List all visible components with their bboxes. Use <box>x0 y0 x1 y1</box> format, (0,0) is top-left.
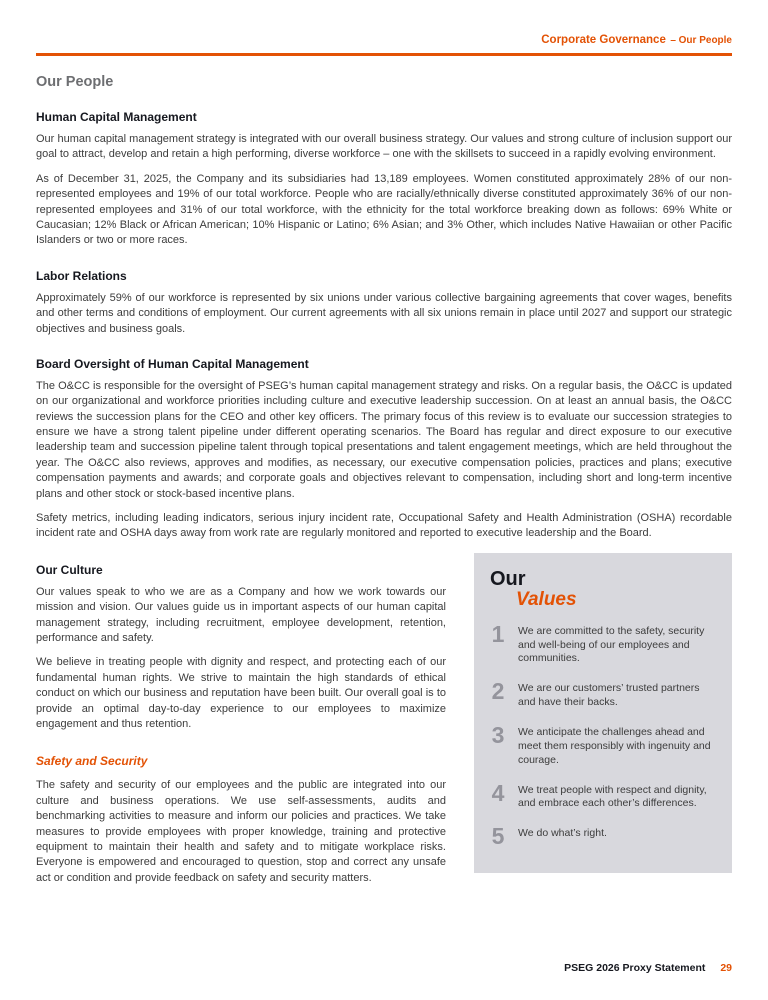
value-number: 5 <box>491 823 505 850</box>
value-number: 3 <box>491 722 505 749</box>
page-title: Our People <box>36 74 114 90</box>
our-values-box <box>474 553 732 873</box>
paragraph-board-1: The O&CC is responsible for the oversight of PSEG’s human capital management strategy and risks. On a regular basis, the O&CC is updated on our organizational and workforce priorities including culture and executive leadership succession. On at least an annual basis, the O&CC reviews the succession plans for the CEO and other key officers. The primary focus of this review is to evaluate our succession strategies to ensure we have a strong talent pipeline under different operating scenarios. The Board has regular and direct exposure to our executive leadership team and succession pipeline talent through topical presentations and talent engagement meetings, which are held throughout the year. The O&CC also reviews, approves and modifies, as necessary, our executive compensation policies, practices and plans; executive compensation payments and awards; and corporate goals and objectives relevant to compensation, including short and long-term incentive plans and other stock or stock-based incentive plans. <box>36 379 732 500</box>
value-text: We treat people with respect and dignity, and embrace each other’s differences. <box>518 783 707 810</box>
value-item-4 <box>490 779 716 812</box>
values-box-title-values: Values <box>516 588 577 610</box>
culture-column <box>36 551 446 895</box>
value-item-3 <box>490 722 716 768</box>
breadcrumb-section: Corporate Governance <box>541 34 666 46</box>
section-heading-board-oversight: Board Oversight of Human Capital Management <box>36 356 309 371</box>
value-text: We are committed to the safety, security and well-being of our employees and communities. <box>518 624 705 665</box>
value-item-1 <box>490 620 716 667</box>
footer-page-number: 29 <box>720 962 732 974</box>
value-number: 1 <box>491 620 505 647</box>
paragraph-board-2: Safety metrics, including leading indicators, serious injury incident rate, Occupational Safety and Health Administration (OSHA) recordable incident rate and OSHA days away from work rate are regularly monitored and reported to executive leadership and the Board. <box>36 512 732 540</box>
value-text: We do what’s right. <box>518 827 607 840</box>
value-text: We are our customers’ trusted partners and have their backs. <box>518 682 700 709</box>
value-text: We anticipate the challenges ahead and meet them responsibly with ingenuity and courage. <box>518 726 711 766</box>
two-column-section <box>36 551 732 895</box>
paragraph-safety-1: The safety and security of our employees and the public are integrated into our culture and business operations. We use self-assessments, audits and benchmarking activities to measure and inform our policies and practices. We take measures to provide employees with proper knowledge, training and protective equipment to maintain their health and safety and to mitigate workplace risks. Everyone is empowered and encouraged to question, stop and correct any unsafe act or condition and provide feedback on safety and security matters. <box>36 779 446 884</box>
page-footer <box>564 962 732 974</box>
breadcrumb-page: – Our People <box>670 35 732 46</box>
paragraph-hcm-2: As of December 31, 2025, the Company and its subsidiaries had 13,189 employees. Women constituted approximately 28% of our non-represented employees and 19% of our total workforce. People who are racially/ethnically diverse constituted approximately 36% of our non-represented employees and 31% of our total workforce, with the ethnicity for the total workforce breaking down as follows: 69% White or Caucasian; 12% Black or African American; 10% Hispanic or Latino; 6% Asian; and 3% Other, which includes Native Hawaiian or other Pacific Islanders or two or more races. <box>36 172 732 247</box>
paragraph-culture-2: We believe in treating people with dignity and respect, and protecting each of our fundamental human rights. We strive to maintain the high standards of ethical conduct on which our business and reputation have been built. Our overall goal is to provide an optimal day-to-day experience to our employees to maximize engagement and thus retention. <box>36 656 446 730</box>
section-heading-our-culture: Our Culture <box>36 562 103 577</box>
value-item-5 <box>490 823 716 850</box>
page-header <box>36 30 732 56</box>
paragraph-culture-1: Our values speak to who we are as a Company and how we work towards our mission and vision. Our values guide us in important aspects of our human capital management strategy, including recruitment, employee development, retention, performance and safety. <box>36 585 446 644</box>
value-number: 4 <box>491 779 505 806</box>
section-heading-safety-security: Safety and Security <box>36 754 148 769</box>
footer-document-title: PSEG 2026 Proxy Statement <box>564 962 706 974</box>
value-item-2 <box>490 678 716 710</box>
section-heading-labor-relations: Labor Relations <box>36 268 127 283</box>
value-number: 2 <box>491 678 505 705</box>
values-box-title-our: Our <box>490 567 526 590</box>
paragraph-labor-1: Approximately 59% of our workforce is represented by six unions under various collective bargaining agreements that cover wages, benefits and other terms and conditions of employment. Our current agreements with all six unions remain in place until 2027 and support our strategic objectives and business goals. <box>36 291 732 335</box>
paragraph-hcm-1: Our human capital management strategy is integrated with our overall business strategy. Our values and strong culture of inclusion support our goal to attract, develop and retain a high performing, diverse workforce – one with the skillsets to succeed in a rapidly evolving environment. <box>36 133 732 161</box>
section-heading-human-capital: Human Capital Management <box>36 110 197 124</box>
